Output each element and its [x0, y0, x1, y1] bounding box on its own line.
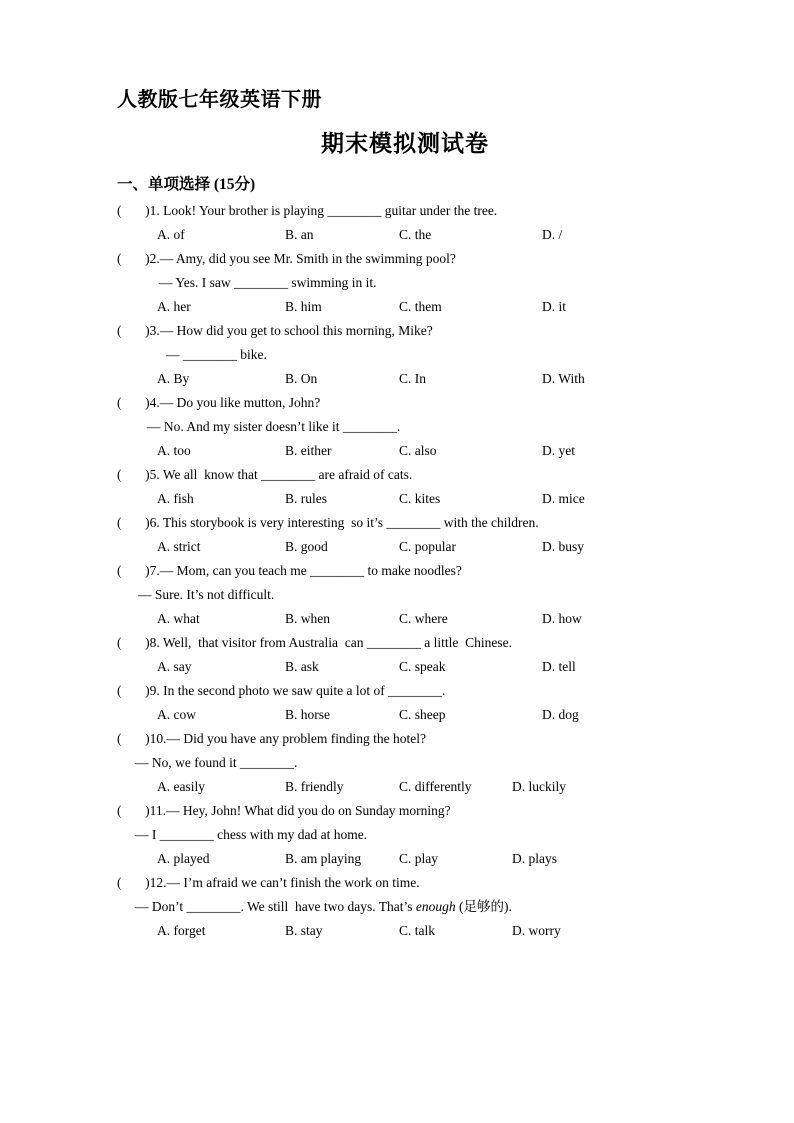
question-text: ( )12.— I’m afraid we can’t finish the work on time. — [117, 875, 420, 890]
question-9 — [117, 679, 693, 727]
option-c: C. sheep — [399, 707, 446, 722]
option-b: B. horse — [285, 707, 330, 722]
option-d: D. With — [542, 371, 585, 386]
question-1 — [117, 199, 693, 247]
question-text: ( )3.— How did you get to school this morning, Mike? — [117, 323, 433, 338]
option-c: C. kites — [399, 491, 441, 506]
question-2 — [117, 247, 693, 319]
option-c: C. where — [399, 611, 448, 626]
option-d: D. plays — [512, 851, 557, 866]
option-b: B. good — [285, 539, 328, 554]
options-row — [117, 607, 693, 631]
option-c: C. In — [399, 371, 426, 386]
option-a: A. forget — [157, 923, 206, 938]
option-b: B. either — [285, 443, 332, 458]
option-d: D. mice — [542, 491, 585, 506]
options-row — [117, 655, 693, 679]
options-row — [117, 847, 693, 871]
option-d: D. busy — [542, 539, 585, 554]
option-c: C. also — [399, 443, 437, 458]
option-a: A. cow — [157, 707, 196, 722]
option-d: D. / — [542, 227, 563, 242]
question-text — [135, 895, 693, 919]
options-row — [117, 487, 693, 511]
question-text: ( )11.— Hey, John! What did you do on Sunday morning? — [117, 803, 451, 818]
question-text: ( )5. We all know that ________ are afraid of cats. — [117, 467, 413, 482]
question-12 — [117, 871, 693, 943]
option-c: C. talk — [399, 923, 435, 938]
option-b: B. On — [285, 371, 318, 386]
option-c: C. speak — [399, 659, 446, 674]
option-a: A. played — [157, 851, 210, 866]
option-a: A. say — [157, 659, 192, 674]
question-text: — Sure. It’s not difficult. — [138, 587, 275, 602]
option-d: D. tell — [542, 659, 576, 674]
question-3 — [117, 319, 693, 391]
question-text: — I ________ chess with my dad at home. — [135, 827, 368, 842]
question-text: ( )2.— Amy, did you see Mr. Smith in the swimming pool? — [117, 251, 456, 266]
options-row — [117, 367, 693, 391]
question-text: — Yes. I saw ________ swimming in it. — [159, 275, 377, 290]
options-row — [117, 223, 693, 247]
options-row — [117, 535, 693, 559]
option-a: A. of — [157, 227, 185, 242]
option-c: C. differently — [399, 779, 472, 794]
option-a: A. too — [157, 443, 191, 458]
question-text-part: — Don’t ________. We still have two days. That’s — [135, 899, 416, 914]
question-text: ( )10.— Did you have any problem finding the hotel? — [117, 731, 426, 746]
option-b: B. stay — [285, 923, 323, 938]
question-text: ( )7.— Mom, can you teach me ________ to make noodles? — [117, 563, 462, 578]
option-d: D. luckily — [512, 779, 566, 794]
option-b: B. ask — [285, 659, 319, 674]
question-10 — [117, 727, 693, 799]
options-row — [117, 775, 693, 799]
option-d: D. it — [542, 299, 567, 314]
question-4 — [117, 391, 693, 463]
option-b: B. when — [285, 611, 330, 626]
option-b: B. rules — [285, 491, 327, 506]
options-row — [117, 919, 693, 943]
page-content — [117, 86, 693, 943]
question-text: ( )1. Look! Your brother is playing ________ guitar under the tree. — [117, 203, 498, 218]
question-11 — [117, 799, 693, 871]
doc-subtitle: 期末模拟测试卷 — [321, 131, 489, 156]
question-text-part: (足够的). — [455, 899, 512, 914]
option-d: D. how — [542, 611, 582, 626]
options-row — [117, 295, 693, 319]
option-a: A. easily — [157, 779, 205, 794]
option-a: A. what — [157, 611, 200, 626]
question-text: — No, we found it ________. — [135, 755, 298, 770]
question-8 — [117, 631, 693, 679]
option-a: A. strict — [157, 539, 201, 554]
option-b: B. an — [285, 227, 314, 242]
option-b: B. him — [285, 299, 322, 314]
option-b: B. friendly — [285, 779, 344, 794]
option-c: C. them — [399, 299, 442, 314]
option-c: C. popular — [399, 539, 456, 554]
option-b: B. am playing — [285, 851, 362, 866]
option-d: D. yet — [542, 443, 575, 458]
option-c: C. the — [399, 227, 432, 242]
option-a: A. fish — [157, 491, 194, 506]
option-a: A. her — [157, 299, 191, 314]
question-text: ( )8. Well, that visitor from Australia can ________ a little Chinese. — [117, 635, 512, 650]
question-5 — [117, 463, 693, 511]
doc-title: 人教版七年级英语下册 — [117, 89, 322, 111]
question-7 — [117, 559, 693, 631]
options-row — [117, 703, 693, 727]
option-d: D. dog — [542, 707, 579, 722]
question-text: — No. And my sister doesn’t like it ________. — [147, 419, 401, 434]
option-d: D. worry — [512, 923, 561, 938]
italic-word: enough — [415, 899, 456, 914]
question-list — [117, 199, 693, 943]
question-text: — ________ bike. — [166, 347, 267, 362]
question-text: ( )4.— Do you like mutton, John? — [117, 395, 321, 410]
option-a: A. By — [157, 371, 190, 386]
section-heading: 一、单项选择 (15分) — [117, 176, 256, 193]
question-text: ( )6. This storybook is very interesting so it’s ________ with the children. — [117, 515, 539, 530]
option-c: C. play — [399, 851, 438, 866]
question-text: ( )9. In the second photo we saw quite a lot of ________. — [117, 683, 446, 698]
question-6 — [117, 511, 693, 559]
options-row — [117, 439, 693, 463]
